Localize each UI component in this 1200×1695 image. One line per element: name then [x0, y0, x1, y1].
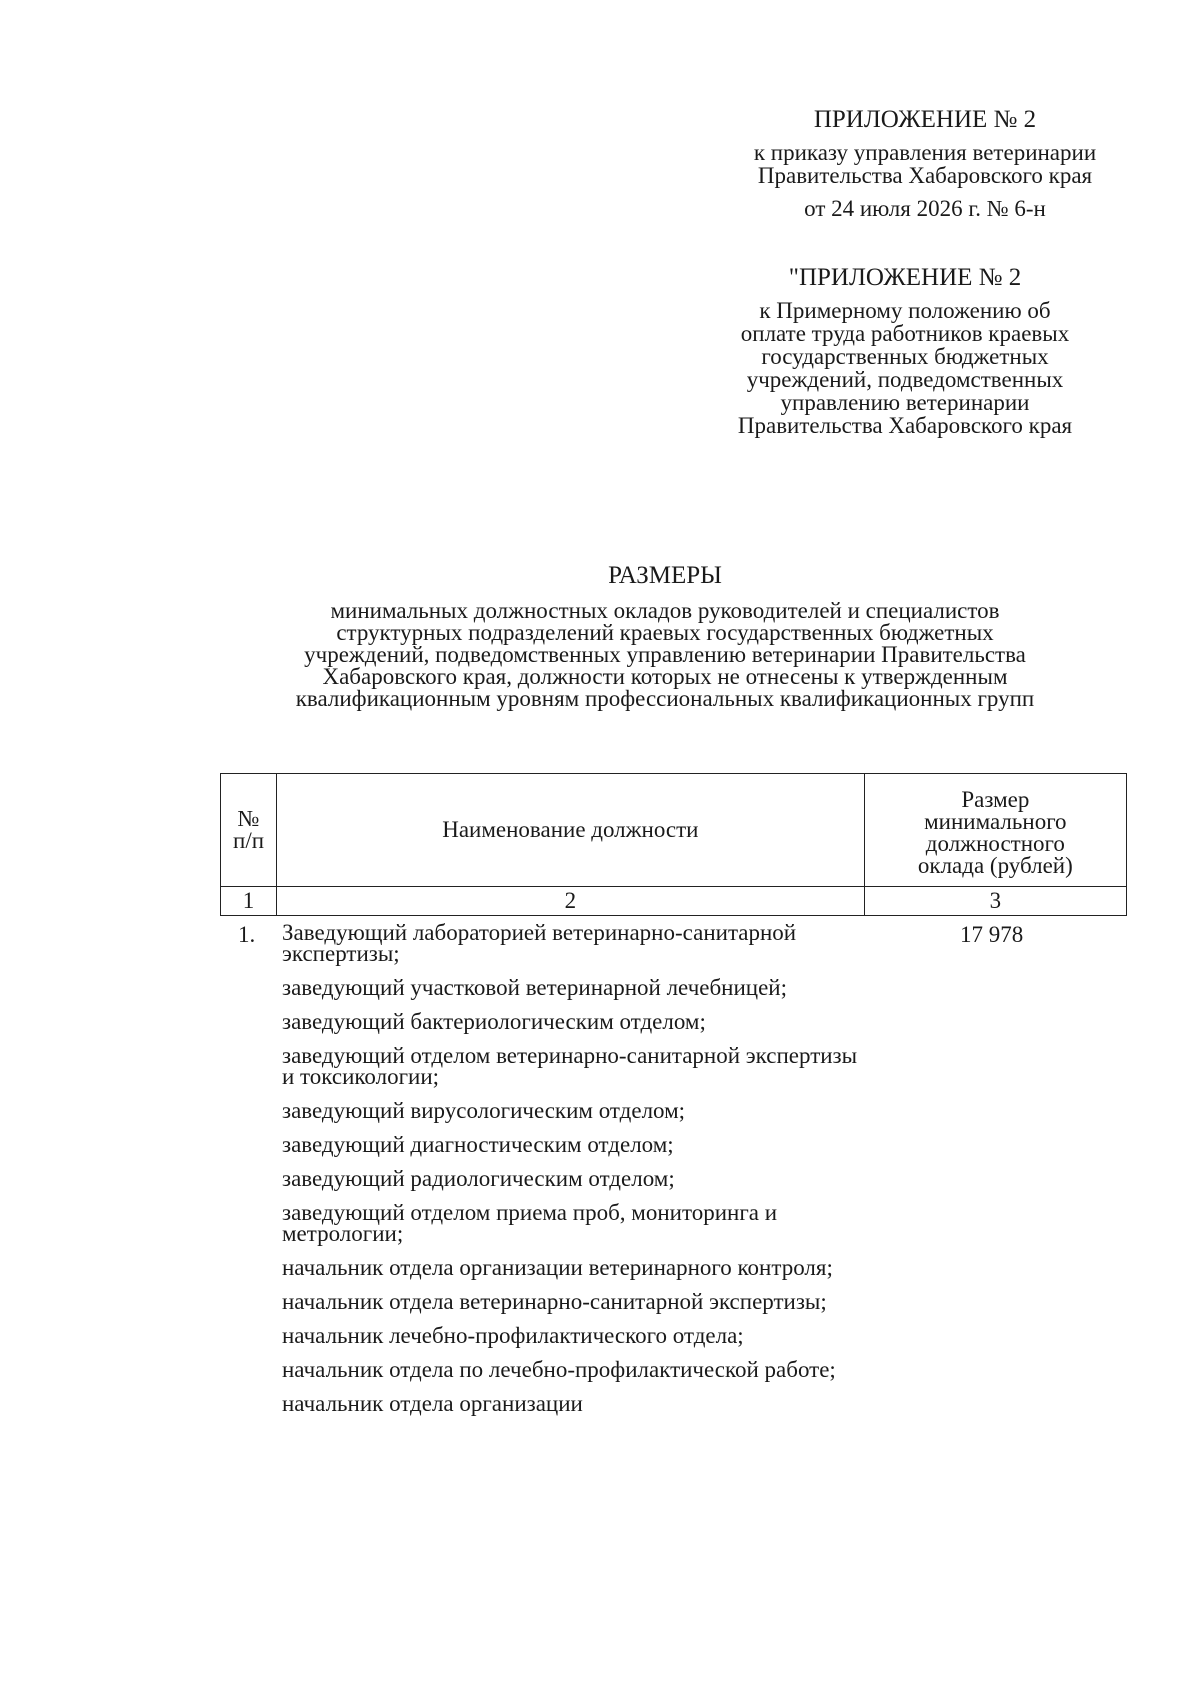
- list-item: заведующий участковой ветеринарной лечебницей;: [282, 975, 788, 1000]
- subtitle-line: учреждений, подведомственных управлению ветеринарии Правительства: [304, 642, 1026, 667]
- position-list: [282, 922, 867, 1427]
- appendix-sub-line: государственных бюджетных: [761, 344, 1049, 369]
- header-position-name: Наименование должности: [277, 774, 865, 887]
- column-number: 1: [221, 887, 277, 916]
- list-item: начальник лечебно-профилактического отдела;: [282, 1323, 744, 1348]
- appendix-sub-title: "ПРИЛОЖЕНИЕ № 2: [788, 264, 1022, 291]
- list-item: заведующий отделом приема проб, мониторинга и метрологии;: [282, 1200, 778, 1246]
- subtitle-line: Хабаровского края, должности которых не отнесены к утвержденным: [322, 664, 1008, 689]
- appendix-sub-header: [700, 266, 1110, 437]
- list-item: начальник отдела организации ветеринарного контроля;: [282, 1255, 833, 1280]
- subtitle-line: структурных подразделений краевых государственных бюджетных: [336, 620, 994, 645]
- document-subtitle: [210, 600, 1120, 710]
- column-number: 2: [277, 887, 865, 916]
- header-number: [221, 774, 277, 887]
- list-item: заведующий радиологическим отделом;: [282, 1166, 675, 1191]
- appendix-order-line: к приказу управления ветеринарии: [753, 140, 1097, 165]
- appendix-title: ПРИЛОЖЕНИЕ № 2: [813, 106, 1037, 133]
- appendix-sub-line: к Примерному положению об: [759, 298, 1051, 323]
- appendix-sub-line: учреждений, подведомственных: [746, 367, 1064, 392]
- document-heading: РАЗМЕРЫ: [608, 562, 722, 589]
- header-salary: [864, 774, 1126, 887]
- header-salary-line: Размер: [961, 787, 1030, 812]
- list-item: Заведующий лабораторией ветеринарно-санитарной экспертизы;: [282, 920, 797, 966]
- list-item: заведующий бактериологическим отделом;: [282, 1009, 706, 1034]
- appendix-header: [700, 108, 1150, 220]
- list-item: начальник отдела организации: [282, 1391, 583, 1416]
- table-header-row: [221, 774, 1127, 887]
- subtitle-line: квалификационным уровням профессиональных квалификационных групп: [295, 686, 1035, 711]
- list-item: начальник отдела по лечебно-профилактической работе;: [282, 1357, 836, 1382]
- header-number-line: п/п: [233, 828, 265, 853]
- header-salary-line: оклада (рублей): [917, 853, 1073, 878]
- header-salary-line: минимального: [924, 809, 1067, 834]
- appendix-sub-line: управлению ветеринарии: [780, 390, 1030, 415]
- appendix-sub-line: Правительства Хабаровского края: [737, 413, 1073, 438]
- list-item: начальник отдела ветеринарно-санитарной экспертизы;: [282, 1289, 827, 1314]
- salary-table: [220, 773, 1127, 916]
- header-salary-line: должностного: [925, 831, 1065, 856]
- subtitle-line: минимальных должностных окладов руководителей и специалистов: [330, 598, 1000, 623]
- list-item: заведующий отделом ветеринарно-санитарной экспертизы и токсикологии;: [282, 1043, 858, 1089]
- row-number: 1.: [238, 922, 256, 947]
- row-salary-amount: 17 978: [960, 922, 1024, 947]
- list-item: заведующий вирусологическим отделом;: [282, 1098, 686, 1123]
- column-number: 3: [864, 887, 1126, 916]
- appendix-date: от 24 июля 2026 г. № 6-н: [804, 196, 1046, 221]
- document-title-block: [210, 562, 1120, 710]
- appendix-government-line: Правительства Хабаровского края: [757, 163, 1093, 188]
- column-number-row: [221, 887, 1127, 916]
- header-number-line: №: [237, 806, 260, 831]
- appendix-sub-line: оплате труда работников краевых: [740, 321, 1070, 346]
- list-item: заведующий диагностическим отделом;: [282, 1132, 674, 1157]
